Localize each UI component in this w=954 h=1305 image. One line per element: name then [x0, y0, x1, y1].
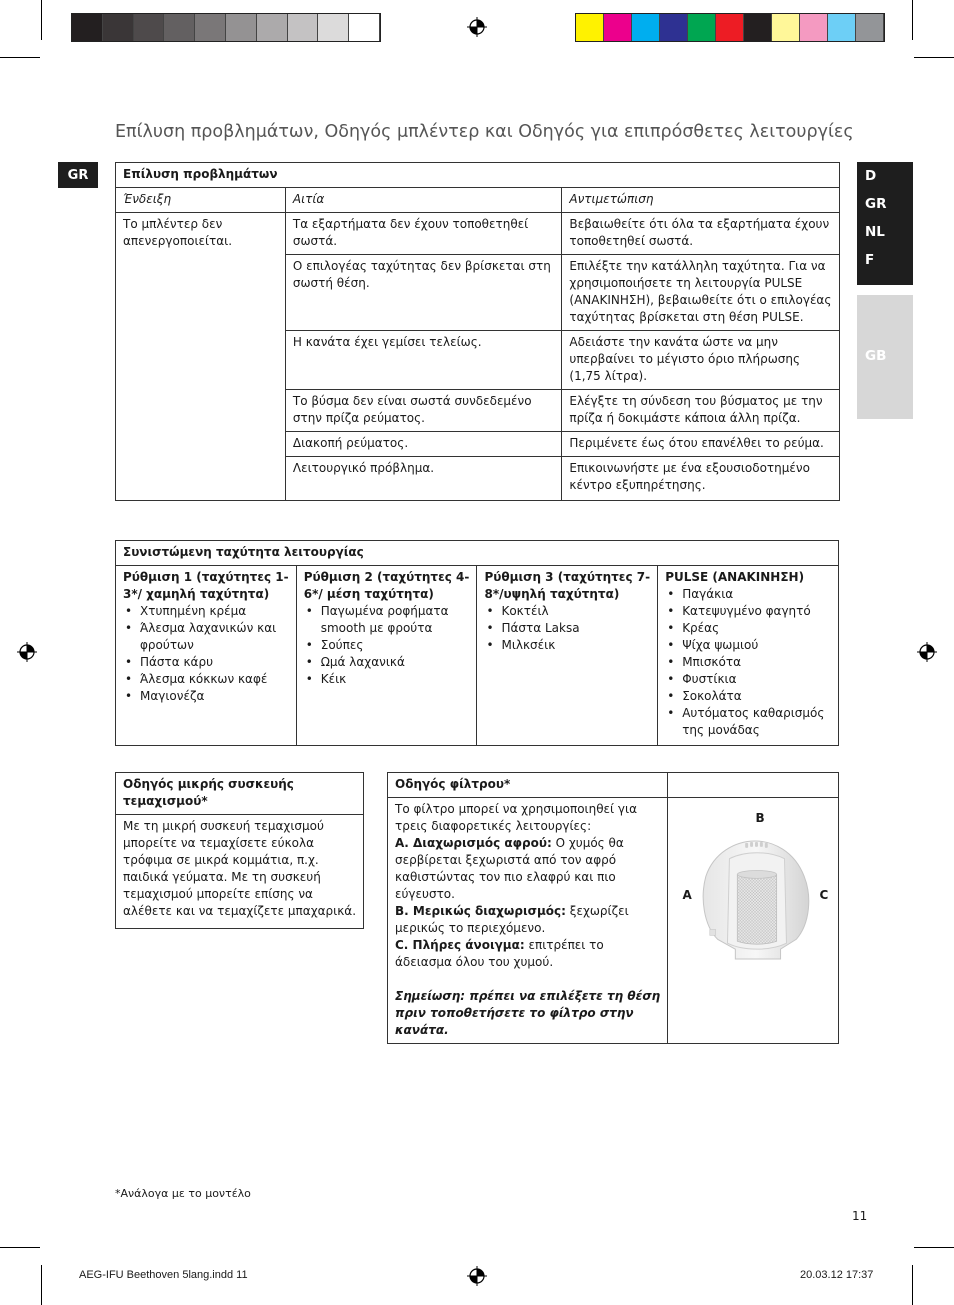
- list-item: • Κοκτέιλ: [484, 603, 650, 620]
- speed-setting-pulse: [658, 566, 839, 746]
- symptom-cell: Το μπλέντερ δεν απενεργοποιείται.: [116, 213, 286, 501]
- chopper-guide-box: [115, 772, 364, 929]
- speed-setting-heading: Ρύθμιση 3 (ταχύτητες 7-8*/υψηλή ταχύτητα): [484, 570, 651, 601]
- color-swatch: [660, 14, 688, 41]
- color-swatch: [632, 14, 660, 41]
- cause-cell: Ο επιλογέας ταχύτητας δεν βρίσκεται στη σωστή θέση.: [285, 255, 562, 331]
- list-item: • Κατεψυγμένο φαγητό: [665, 603, 831, 620]
- list-item: • Πάστα Laksa: [484, 620, 650, 637]
- list-item: • Μιλκσέικ: [484, 637, 650, 654]
- crop-mark: [912, 1265, 913, 1305]
- lang-tab-gr[interactable]: GR: [865, 196, 887, 212]
- filter-note: Σημείωση: πρέπει να επιλέξετε τη θέση πριν τοποθετήσετε το φίλτρο στην κανάτα.: [395, 989, 661, 1037]
- list-item: • Σοκολάτα: [665, 688, 831, 705]
- slug-file-info: AEG-IFU Beethoven 5lang.indd 11: [79, 1269, 248, 1281]
- list-item: • Φυστίκια: [665, 671, 831, 688]
- slug-date-time: 20.03.12 17:37: [800, 1269, 874, 1281]
- color-swatch: [195, 14, 226, 41]
- color-swatch: [349, 14, 380, 41]
- filter-guide-box: [387, 772, 839, 1044]
- process-color-bar: [575, 13, 885, 42]
- color-swatch: [744, 14, 772, 41]
- list-item: • Κρέας: [665, 620, 831, 637]
- registration-mark-icon: [467, 1266, 487, 1286]
- speed-setting-1: [116, 566, 297, 746]
- speed-settings-table: [115, 540, 839, 746]
- filter-diagram-label-a: A: [682, 888, 692, 902]
- solution-cell: Περιμένετε έως ότου επανέλθει το ρεύμα.: [562, 432, 840, 457]
- registration-mark-icon: [917, 642, 937, 662]
- color-swatch: [103, 14, 134, 41]
- greyscale-color-bar: [71, 13, 381, 42]
- speed-setting-3: [477, 566, 658, 746]
- color-swatch: [772, 14, 800, 41]
- lang-tab-d[interactable]: D: [865, 168, 877, 184]
- filter-diagram-icon: [696, 828, 814, 968]
- cause-cell: Τα εξαρτήματα δεν έχουν τοποθετηθεί σωστά.: [285, 213, 562, 255]
- language-tag-gr: GR: [58, 162, 98, 188]
- column-header-solution: Αντιμετώπιση: [562, 188, 840, 213]
- speed-setting-2: [296, 566, 477, 746]
- list-item: • Ωμά λαχανικά: [304, 654, 470, 671]
- list-item: • Παγάκια: [665, 586, 831, 603]
- list-item: • Μαγιονέζα: [123, 688, 289, 705]
- filter-option-b: Β. Μερικώς διαχωρισμός: ξεχωρίζει μερικώς το περιεχόμενο.: [395, 904, 629, 935]
- cause-cell: Διακοπή ρεύματος.: [285, 432, 562, 457]
- color-swatch: [288, 14, 319, 41]
- chopper-guide-title: Οδηγός μικρής συσκευής τεμαχισμού*: [116, 773, 364, 815]
- speed-setting-heading: Ρύθμιση 1 (ταχύτητες 1-3*/ χαμηλή ταχύτητα): [123, 570, 289, 601]
- language-tabs-light: [857, 295, 913, 419]
- crop-mark: [41, 1265, 42, 1305]
- filter-diagram-label-c: C: [819, 888, 829, 902]
- color-swatch: [257, 14, 288, 41]
- color-swatch: [828, 14, 856, 41]
- crop-mark: [41, 0, 42, 40]
- crop-mark: [0, 1247, 40, 1248]
- color-swatch: [134, 14, 165, 41]
- list-item: • Άλεσμα λαχανικών και φρούτων: [123, 620, 289, 654]
- language-tabs-dark: [857, 162, 913, 285]
- color-swatch: [226, 14, 257, 41]
- cause-cell: Το βύσμα δεν είναι σωστά συνδεδεμένο στην πρίζα ρεύματος.: [285, 390, 562, 432]
- crop-mark: [0, 57, 40, 58]
- filter-guide-empty-header: [668, 773, 839, 798]
- color-swatch: [72, 14, 103, 41]
- color-swatch: [604, 14, 632, 41]
- list-item: • Παγωμένα ροφήματα smooth με φρούτα: [304, 603, 470, 637]
- filter-option-c: C. Πλήρες άνοιγμα: επιτρέπει το άδειασμα όλου του χυμού.: [395, 938, 604, 969]
- color-swatch: [318, 14, 349, 41]
- list-item: • Άλεσμα κόκκων καφέ: [123, 671, 289, 688]
- filter-diagram-label-b: B: [755, 811, 765, 825]
- crop-mark: [912, 0, 913, 40]
- color-swatch: [716, 14, 744, 41]
- solution-cell: Αδειάστε την κανάτα ώστε να μην υπερβαίνει το μέγιστο όριο πλήρωσης (1,75 λίτρα).: [562, 331, 840, 390]
- color-swatch: [800, 14, 828, 41]
- filter-guide-title: Οδηγός φίλτρου*: [388, 773, 668, 798]
- chopper-guide-text: Με τη μικρή συσκευή τεμαχισμού μπορείτε να τεμαχίσετε εύκολα τρόφιμα σε μικρά κομμάτια, π.χ. παιδικά γεύματα. Με τη συσκευή τεμαχισμού μπορείτε επίσης να αλέθετε και να τεμαχίζετε μπαχαρικά.: [116, 815, 364, 929]
- table-row: [116, 213, 840, 255]
- registration-mark-icon: [17, 642, 37, 662]
- color-swatch: [576, 14, 604, 41]
- registration-mark-icon: [467, 17, 487, 37]
- color-swatch: [688, 14, 716, 41]
- speed-setting-heading: Ρύθμιση 2 (ταχύτητες 4-6*/ μέση ταχύτητα): [303, 570, 470, 601]
- speed-setting-heading: PULSE (ΑΝΑΚΙΝΗΣΗ): [665, 570, 805, 584]
- lang-tab-f[interactable]: F: [865, 252, 875, 268]
- cause-cell: Λειτουργικό πρόβλημα.: [285, 457, 562, 501]
- list-item: • Κέικ: [304, 671, 470, 688]
- list-item: • Πάστα κάρυ: [123, 654, 289, 671]
- solution-cell: Επιλέξτε την κατάλληλη ταχύτητα. Για να χρησιμοποιήσετε τη λειτουργία PULSE (ΑΝΑΚΙΝΗΣΗ), βεβαιωθείτε ότι ο επιλογέας ταχύτητας βρίσκεται στη θέση PULSE.: [562, 255, 840, 331]
- page-title: Επίλυση προβλημάτων, Οδηγός μπλέντερ και Οδηγός για επιπρόσθετες λειτουργίες: [115, 122, 854, 142]
- speed-table-title: Συνιστώμενη ταχύτητα λειτουργίας: [116, 541, 839, 566]
- crop-mark: [914, 57, 954, 58]
- filter-diagram-cell: [668, 798, 839, 1044]
- troubleshooting-table: [115, 162, 840, 501]
- troubleshooting-title: Επίλυση προβλημάτων: [116, 163, 840, 188]
- list-item: • Αυτόματος καθαρισμός της μονάδας: [665, 705, 831, 739]
- crop-mark: [914, 1247, 954, 1248]
- page-number: 11: [852, 1209, 868, 1223]
- color-swatch: [164, 14, 195, 41]
- filter-option-a: Α. Διαχωρισμός αφρού: Ο χυμός θα σερβίρεται ξεχωριστά από τον αφρό καθιστώντας τον πιο ελαφρύ και πιο εύγευστο.: [395, 836, 624, 901]
- list-item: • Σούπες: [304, 637, 470, 654]
- solution-cell: Επικοινωνήστε με ένα εξουσιοδοτημένο κέντρο εξυπηρέτησης.: [562, 457, 840, 501]
- lang-tab-gb[interactable]: GB: [865, 348, 887, 364]
- filter-guide-text: [388, 798, 668, 1044]
- list-item: • Μπισκότα: [665, 654, 831, 671]
- solution-cell: Βεβαιωθείτε ότι όλα τα εξαρτήματα έχουν τοποθετηθεί σωστά.: [562, 213, 840, 255]
- column-header-symptom: Ένδειξη: [116, 188, 286, 213]
- column-header-cause: Αιτία: [285, 188, 562, 213]
- filter-intro: Το φίλτρο μπορεί να χρησιμοποιηθεί για τρεις διαφορετικές λειτουργίες:: [395, 802, 637, 833]
- solution-cell: Ελέγξτε τη σύνδεση του βύσματος με την πρίζα ή δοκιμάστε κάποια άλλη πρίζα.: [562, 390, 840, 432]
- list-item: • Ψίχα ψωμιού: [665, 637, 831, 654]
- color-swatch: [856, 14, 884, 41]
- footnote: *Ανάλογα με το μοντέλο: [115, 1187, 251, 1200]
- list-item: • Χτυπημένη κρέμα: [123, 603, 289, 620]
- cause-cell: Η κανάτα έχει γεμίσει τελείως.: [285, 331, 562, 390]
- lang-tab-nl[interactable]: NL: [865, 224, 885, 240]
